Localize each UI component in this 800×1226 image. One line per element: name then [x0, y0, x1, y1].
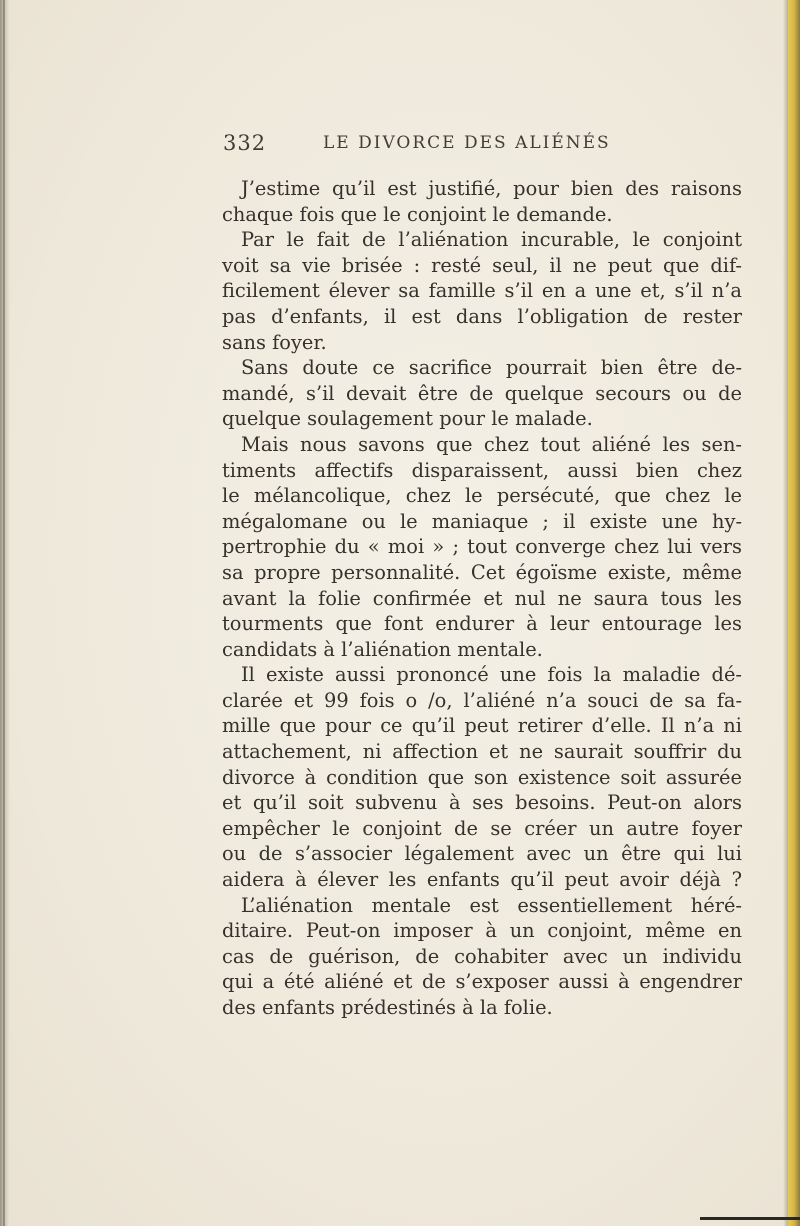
text-line: sans foyer.	[222, 330, 327, 354]
text-line: attachement, ni affection et ne saurait souffrir du	[222, 740, 742, 764]
text-line: cas de guérison, de cohabiter avec un individu	[222, 944, 742, 968]
text-line: divorce à condition que son existence soit assurée	[222, 765, 742, 789]
text-line: Par le fait de l’aliénation incurable, le conjoint	[241, 228, 742, 252]
text-line: qui a été aliéné et de s’exposer aussi à engendrer	[222, 970, 742, 994]
body-text	[222, 176, 742, 1021]
text-line: ou de s’associer légalement avec un être qui lui	[222, 842, 742, 866]
page-header	[223, 131, 723, 161]
text-line: pas d’enfants, il est dans l’obligation de rester	[222, 304, 742, 328]
text-line: voit sa vie brisée : resté seul, il ne peut que dif-	[222, 253, 742, 277]
page-number: 332	[223, 131, 267, 155]
text-line: tourments que font endurer à leur entourage les	[222, 612, 742, 636]
text-line: chaque fois que le conjoint le demande.	[222, 202, 613, 226]
text-line: quelque soulagement pour le malade.	[222, 407, 593, 431]
text-line: clarée et 99 fois o /o, l’aliéné n’a souci de sa fa-	[222, 688, 742, 712]
text-line: empêcher le conjoint de se créer un autre foyer	[222, 816, 742, 840]
text-line: mégalomane ou le maniaque ; il existe une hy-	[222, 509, 742, 533]
page-edge-strip	[788, 0, 800, 1226]
text-line: mandé, s’il devait être de quelque secours ou de	[222, 381, 742, 405]
text-line: avant la folie confirmée et nul ne saura tous les	[222, 586, 742, 610]
text-line: Il existe aussi prononcé une fois la maladie dé-	[241, 663, 742, 687]
text-line: ficilement élever sa famille s’il en a une et, s’il n’a	[222, 279, 742, 303]
text-line: pertrophie du « moi » ; tout converge chez lui vers	[222, 535, 742, 559]
text-line: et qu’il soit subvenu à ses besoins. Peut-on alors	[222, 791, 742, 815]
text-line: sa propre personnalité. Cet égoïsme existe, même	[222, 560, 742, 584]
text-line: J’estime qu’il est justifié, pour bien des raisons	[241, 177, 742, 200]
page-bottom-edge	[700, 1217, 800, 1220]
binding-edge	[0, 0, 10, 1226]
text-line: ditaire. Peut-on imposer à un conjoint, même en	[222, 919, 742, 943]
text-line: le mélancolique, chez le persécuté, que chez le	[222, 484, 742, 508]
text-line: mille que pour ce qu’il peut retirer d’elle. Il n’a ni	[222, 714, 742, 738]
text-line: aidera à élever les enfants qu’il peut avoir déjà ?	[222, 868, 742, 892]
binding-line	[3, 0, 5, 1226]
text-line: timents affectifs disparaissent, aussi bien chez	[222, 458, 742, 482]
text-line: candidats à l’aliénation mentale.	[222, 637, 543, 661]
text-line: des enfants prédestinés à la folie.	[222, 996, 553, 1019]
text-line: Sans doute ce sacrifice pourrait bien être de-	[241, 356, 742, 380]
text-line: L’aliénation mentale est essentiellement héré-	[241, 893, 742, 917]
running-title: LE DIVORCE DES ALIÉNÉS	[323, 133, 611, 153]
text-line: Mais nous savons que chez tout aliéné les sen-	[241, 432, 742, 456]
